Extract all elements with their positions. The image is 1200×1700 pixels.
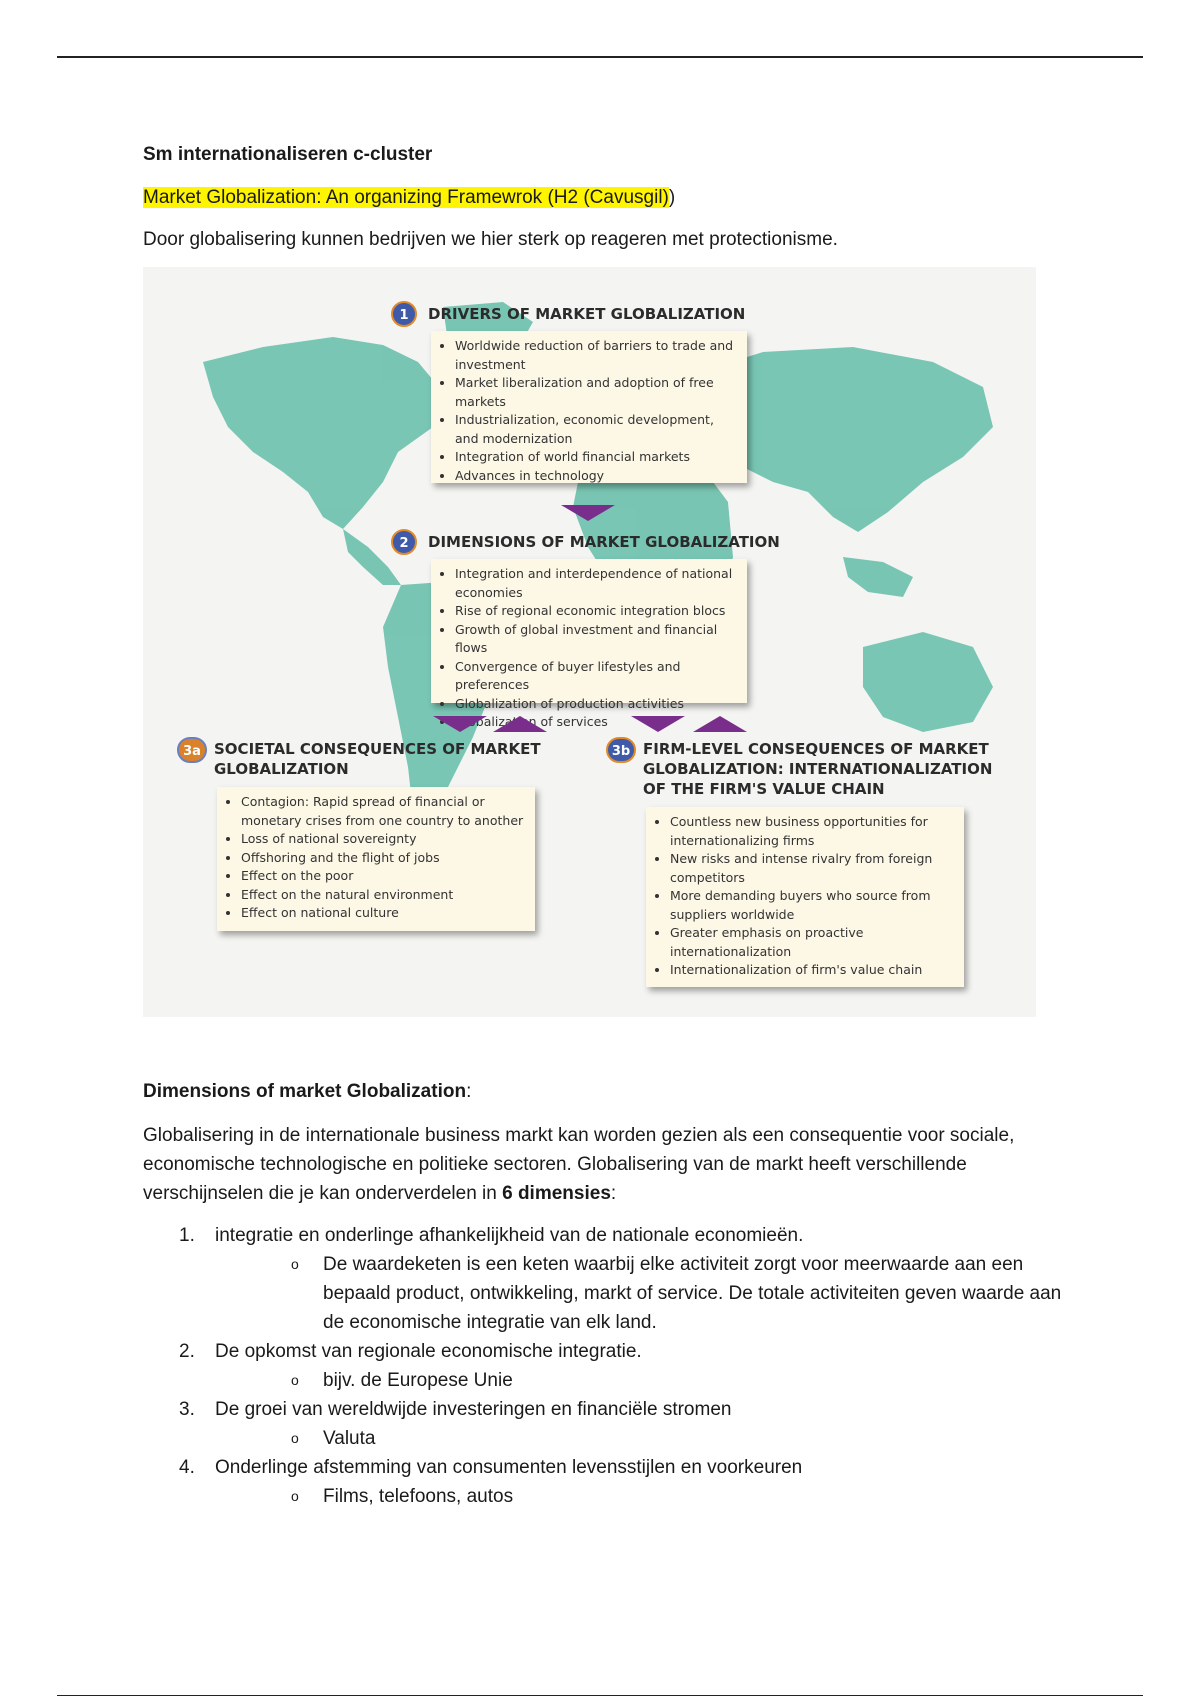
list-text: De opkomst van regionale economische integratie. xyxy=(215,1341,642,1362)
list-subitem xyxy=(143,1250,1073,1337)
paragraph-bold: 6 dimensies xyxy=(502,1183,611,1204)
up-arrow-left xyxy=(493,716,547,732)
drivers-box xyxy=(431,331,747,483)
framework-heading xyxy=(143,183,1073,212)
societal-heading xyxy=(214,739,541,779)
drivers-item: • Market liberalization and adoption of free markets xyxy=(455,374,737,411)
sub-text: Films, telefoons, autos xyxy=(323,1486,514,1507)
dimensions-item: • Integration and interdependence of national economies xyxy=(455,565,737,602)
step-3b-badge: 3b xyxy=(606,737,636,763)
document-title: Sm internationaliseren c-cluster xyxy=(143,144,433,165)
heading-tail: ) xyxy=(668,187,676,208)
list-subitem xyxy=(143,1482,1073,1511)
list-subitem xyxy=(143,1366,1073,1395)
down-arrow-left xyxy=(433,716,487,732)
firm-item: • Countless new business opportunities for internationalizing firms xyxy=(670,813,954,850)
down-arrow-right xyxy=(631,716,685,732)
list-item xyxy=(143,1395,1073,1424)
drivers-heading: DRIVERS OF MARKET GLOBALIZATION xyxy=(428,305,746,323)
dimensions-box xyxy=(431,559,747,729)
sub-bullet: o xyxy=(291,1256,299,1272)
bottom-rule xyxy=(57,1695,1143,1696)
paragraph-text: Globalisering in de internationale business markt kan worden gezien als een consequentie voor sociale, economische technologische en politieke sectoren. Globalisering van de markt heeft verschillende verschijnselen die je kan onderverdelen in xyxy=(143,1125,1015,1204)
list-item xyxy=(143,1221,1073,1250)
paragraph-colon: : xyxy=(610,1183,617,1204)
societal-item: • Effect on the natural environment xyxy=(241,886,525,905)
section-heading-bold: Dimensions of market Globalization xyxy=(143,1081,467,1102)
dimensions-heading: DIMENSIONS OF MARKET GLOBALIZATION xyxy=(428,533,780,551)
sub-bullet: o xyxy=(291,1488,299,1504)
firm-level-box xyxy=(646,807,964,987)
australia-shape xyxy=(863,632,993,732)
drivers-item: • Advances in technology xyxy=(455,467,737,486)
firm-item: • New risks and intense rivalry from foreign competitors xyxy=(670,850,954,887)
list-text: De groei van wereldwijde investeringen en financiële stromen xyxy=(215,1399,732,1420)
southeast-asia-shape xyxy=(843,557,913,597)
step-1-badge: 1 xyxy=(391,301,417,327)
societal-item: • Effect on the poor xyxy=(241,867,525,886)
firm-item: • More demanding buyers who source from suppliers worldwide xyxy=(670,887,954,924)
dimensions-item: • Globalization of production activities xyxy=(455,695,737,714)
societal-item: • Offshoring and the flight of jobs xyxy=(241,849,525,868)
firm-heading-line: OF THE FIRM'S VALUE CHAIN xyxy=(643,780,885,798)
sub-text: Valuta xyxy=(323,1428,376,1449)
list-subitem xyxy=(143,1424,1073,1453)
sub-bullet: o xyxy=(291,1372,299,1388)
highlighted-heading: Market Globalization: An organizing Framewrok (H2 (Cavusgil) xyxy=(143,187,669,208)
list-item xyxy=(143,1453,1073,1482)
sub-text: bijv. de Europese Unie xyxy=(323,1370,513,1391)
intro-paragraph: Door globalisering kunnen bedrijven we hier sterk op reageren met protectionisme. xyxy=(143,229,838,250)
down-arrow xyxy=(561,505,615,521)
societal-heading-line: SOCIETAL CONSEQUENCES OF MARKET xyxy=(214,740,541,758)
societal-item: • Contagion: Rapid spread of financial or monetary crises from one country to another xyxy=(241,793,525,830)
dimensions-paragraph xyxy=(143,1121,1073,1208)
list-item xyxy=(143,1337,1073,1366)
drivers-item: • Worldwide reduction of barriers to trade and investment xyxy=(455,337,737,374)
sub-text: De waardeketen is een keten waarbij elke activiteit zorgt voor meerwaarde aan een bepaald product, ontwikkeling, markt of service. De totale activiteiten geven waarde aan de economische integratie van elk land. xyxy=(323,1254,1062,1333)
section-heading-colon: : xyxy=(466,1081,472,1102)
societal-item: • Effect on national culture xyxy=(241,904,525,923)
firm-item: • Internationalization of firm's value chain xyxy=(670,961,954,980)
step-3a-badge: 3a xyxy=(177,737,207,763)
firm-level-heading xyxy=(643,739,992,799)
list-number: 1. xyxy=(179,1225,195,1246)
list-number: 3. xyxy=(179,1399,195,1420)
globalization-framework-figure xyxy=(143,267,1036,1017)
dimensions-item: • Globalization of services xyxy=(455,713,737,732)
up-arrow-right xyxy=(693,716,747,732)
drivers-item: • Integration of world financial markets xyxy=(455,448,737,467)
dimensions-item: • Convergence of buyer lifestyles and preferences xyxy=(455,658,737,695)
dimensions-list xyxy=(143,1221,1073,1511)
sub-bullet: o xyxy=(291,1430,299,1446)
societal-item: • Loss of national sovereignty xyxy=(241,830,525,849)
list-number: 4. xyxy=(179,1457,195,1478)
list-number: 2. xyxy=(179,1341,195,1362)
north-america-shape xyxy=(203,337,443,529)
drivers-item: • Industrialization, economic development, and modernization xyxy=(455,411,737,448)
list-text: integratie en onderlinge afhankelijkheid van de nationale economieën. xyxy=(215,1225,804,1246)
step-2-badge: 2 xyxy=(391,529,417,555)
firm-item: • Greater emphasis on proactive internationalization xyxy=(670,924,954,961)
firm-heading-line: FIRM-LEVEL CONSEQUENCES OF MARKET xyxy=(643,740,989,758)
dimensions-item: • Rise of regional economic integration blocs xyxy=(455,602,737,621)
document-body xyxy=(143,140,1073,1511)
list-text: Onderlinge afstemming van consumenten levensstijlen en voorkeuren xyxy=(215,1457,803,1478)
dimensions-section-heading xyxy=(143,1077,1073,1106)
dimensions-item: • Growth of global investment and financial flows xyxy=(455,621,737,658)
firm-heading-line: GLOBALIZATION: INTERNATIONALIZATION xyxy=(643,760,993,778)
societal-heading-line: GLOBALIZATION xyxy=(214,760,349,778)
societal-box xyxy=(217,787,535,931)
top-rule xyxy=(57,56,1143,58)
